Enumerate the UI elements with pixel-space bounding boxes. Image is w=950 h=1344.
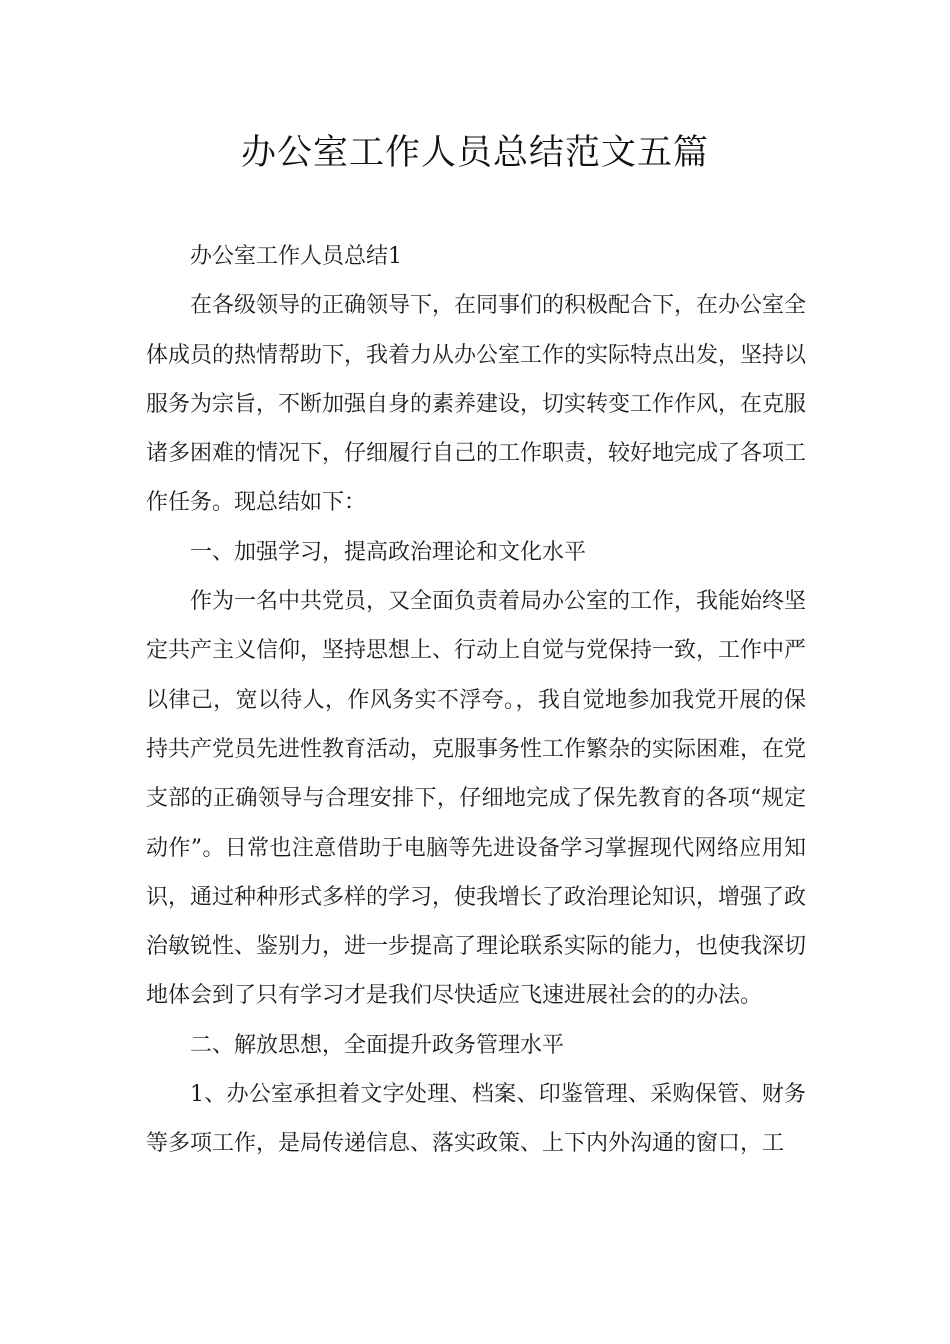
document-body [146,232,806,1169]
document-title: 办公室工作人员总结范文五篇 [240,133,709,173]
section-heading: 二、解放思想，全面提升政务管理水平 [190,1032,565,1058]
body-paragraph: 在各级领导的正确领导下，在同事们的积极配合下，在办公室全体成员的热情帮助下，我着力从办公室工作的实际特点出发，坚持以服务为宗旨，不断加强自身的素养建设，切实转变工作作风，在克服诸多困难的情况下，仔细履行自己的工作职责，较好地完成了各项工作任务。现总结如下： [146,293,807,516]
body-paragraph: 作为一名中共党员，又全面负责着局办公室的工作，我能始终坚定共产主义信仰，坚持思想上、行动上自觉与党保持一致，工作中严以律己，宽以待人，作风务实不浮夸。，我自觉地参加我党开展的保持共产党员先进性教育活动，克服事务性工作繁杂的实际困难，在党支部的正确领导与合理安排下，仔细地完成了保先教育的各项“规定动作”。日常也注意借助于电脑等先进设备学习掌握现代网络应用知识，通过种种形式多样的学习，使我增长了政治理论知识，增强了政治敏锐性、鉴别力，进一步提高了理论联系实际的能力，也使我深切地体会到了只有学习才是我们尽快适应飞速进展社会的的办法。 [146,589,807,1009]
section-heading: 办公室工作人员总结1 [190,244,402,269]
body-paragraph: 1、办公室承担着文字处理、档案、印鉴管理、采购保管、财务等多项工作，是局传递信息、落实政策、上下内外沟通的窗口，工 [146,1082,806,1157]
section-heading: 一、加强学习，提高政治理论和文化水平 [190,539,587,565]
